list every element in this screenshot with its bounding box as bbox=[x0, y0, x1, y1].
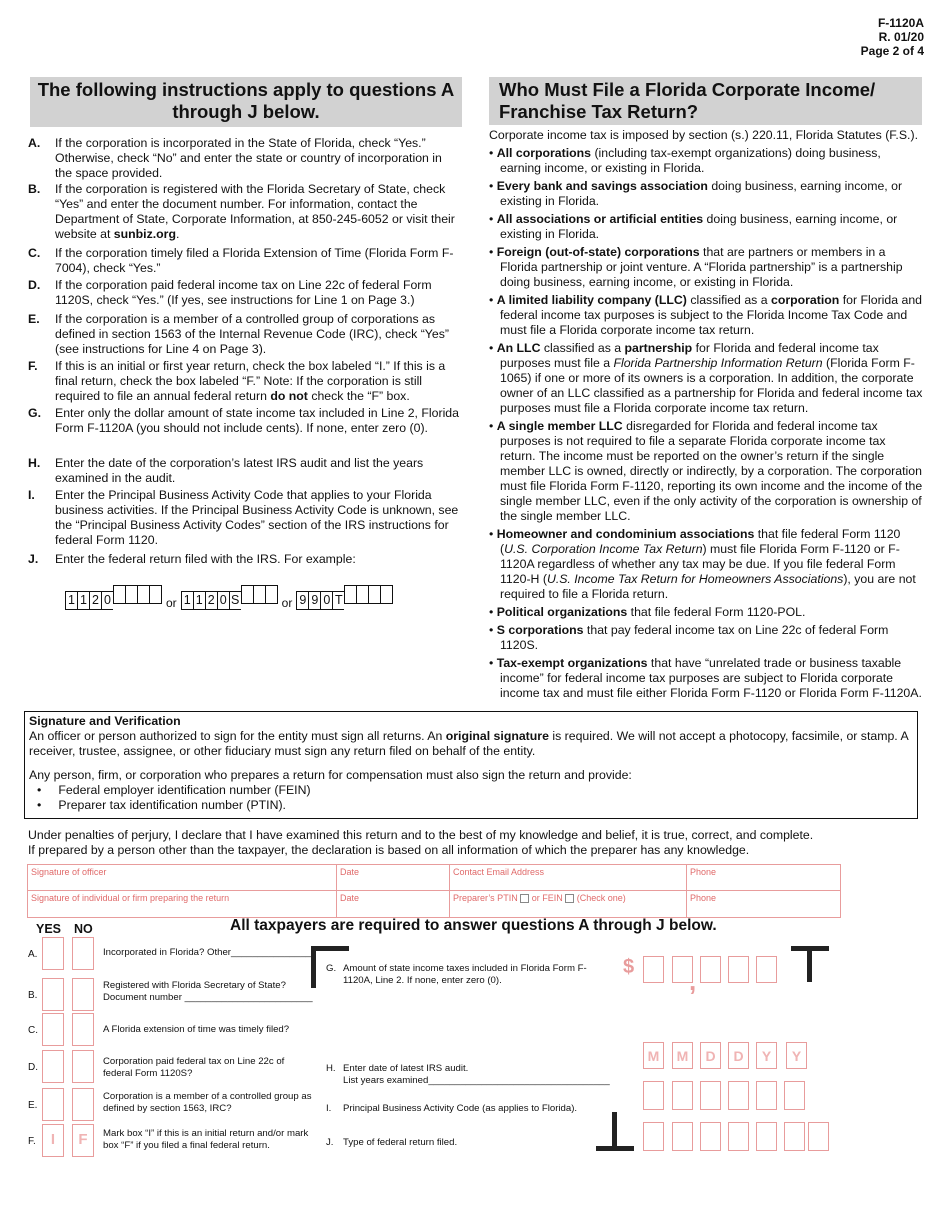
question-letter: D. bbox=[28, 1062, 38, 1073]
signature-title: Signature and Verification bbox=[29, 714, 181, 728]
amount-digit-box[interactable] bbox=[728, 956, 749, 983]
example-char-box: 1 bbox=[65, 591, 77, 610]
who-item-bold: corporation bbox=[770, 293, 840, 307]
sig-p1-c: is required. We will not accept a photocopy, facsimile, or stamp. A receiver, trustee, assignee, or other fiduciary must sign any return filed on behalf of the entity. bbox=[29, 729, 908, 758]
question-text: Mark box “I” if this is an initial return and/or mark box “F” if you filed a final federal return. bbox=[103, 1128, 309, 1151]
instructions-heading-text: The following instructions apply to questions A through J below. bbox=[37, 79, 455, 122]
who-item-bold: A single member LLC bbox=[496, 419, 623, 433]
who-item-ital: Florida Partnership Information Return bbox=[613, 356, 823, 370]
question-i-letter: I. bbox=[326, 1103, 332, 1114]
instruction-text-tail: check the “F” box. bbox=[307, 389, 410, 403]
ptin-label: Preparer’s PTIN bbox=[453, 893, 518, 903]
who-must-file-heading-text: Who Must File a Florida Corporate Income/ Franchise Tax Return? bbox=[499, 79, 876, 122]
example-char-box: 1 bbox=[181, 591, 193, 610]
activity-code-box[interactable] bbox=[728, 1081, 749, 1110]
example-char-box: 2 bbox=[89, 591, 101, 610]
who-intro: Corporate income tax is imposed by section (s.) 220.11, Florida Statutes (F.S.). bbox=[489, 128, 918, 142]
example-char-box: T bbox=[332, 591, 344, 610]
who-item-bold: Political organizations bbox=[496, 605, 628, 619]
who-item-rest: doing business, earning income, or existing in Florida. bbox=[500, 212, 898, 241]
no-checkbox[interactable] bbox=[72, 978, 94, 1011]
example-char-box: 9 bbox=[296, 591, 308, 610]
question-text: A Florida extension of time was timely filed? bbox=[103, 1024, 290, 1035]
page-number: Page 2 of 4 bbox=[860, 44, 924, 58]
no-header: NO bbox=[74, 922, 93, 936]
audit-date-box[interactable]: Y bbox=[786, 1042, 807, 1069]
form-identifier bbox=[861, 16, 924, 58]
instruction-text-main: If the corporation is registered with the Florida Secretary of State, check “Yes” and enter the document number. For information, contact the Department of State, Corporate Information, at 850-245-6052 or visit their website at bbox=[55, 182, 455, 241]
who-item-rest: for Florida and federal income tax purposes is subject to the Florida Income Tax Code and must file a Florida corporate income tax return. bbox=[500, 293, 923, 337]
instruction-letter: H. bbox=[28, 456, 41, 470]
sig-bullet: • Preparer tax identification number (PTIN). bbox=[37, 798, 286, 812]
question-text: Registered with Florida Secretary of State? Document number ________________________ bbox=[103, 980, 313, 1003]
who-must-file-item: • An LLC classified as a partnership for Florida and federal income tax purposes must file a Florida Partnership Information Return (Florida Form F-1065) if one or more of its owners is a corporation. In addition, the corporate owner of an LLC classified as a partnership for Florida and federal income tax purposes must file a Florida corporate income tax return. bbox=[489, 341, 923, 415]
who-item-bold: All associations or artificial entities bbox=[496, 212, 704, 226]
signature-paragraph-2: Any person, firm, or corporation who prepares a return for compensation must also sign the return and provide: bbox=[29, 768, 632, 782]
who-must-file-item: • S corporations that pay federal income tax on Line 22c of federal Form 1120S. bbox=[489, 623, 889, 652]
who-item-ital: U.S. Income Tax Return for Homeowners Associations bbox=[546, 572, 844, 586]
sig-bullet: • Federal employer identification number (FEIN) bbox=[37, 783, 311, 797]
example-char-box bbox=[380, 585, 393, 604]
who-must-file-item: • Political organizations that file federal Form 1120-POL. bbox=[489, 605, 806, 619]
who-item-rest: that are partners or members in a Florida partnership or joint venture. A “Florida partnership” is a partnership doing business, earning income, or existing in Florida. bbox=[500, 245, 903, 289]
who-item-rest: ) must file Florida Form F-1120 or F-1120A regardless of whether any tax may be due. If you file federal Form 1120-H ( bbox=[500, 542, 900, 586]
activity-code-box[interactable] bbox=[672, 1081, 693, 1110]
instruction-letter: C. bbox=[28, 246, 41, 260]
instruction-text-tail: . bbox=[175, 227, 180, 241]
example-char-box bbox=[356, 585, 368, 604]
example-char-box: 1 bbox=[193, 591, 205, 610]
question-letter: A. bbox=[28, 949, 38, 960]
who-must-file-item: • All corporations (including tax-exempt organizations) doing business, earning income, or existing in Florida. bbox=[489, 146, 881, 175]
federal-return-box[interactable] bbox=[643, 1122, 664, 1151]
who-must-file-list bbox=[489, 146, 924, 701]
question-h-line2: List years examined__________________________________ bbox=[343, 1075, 610, 1086]
instruction-letter: B. bbox=[28, 182, 41, 196]
example-char-box: 0 bbox=[101, 591, 113, 610]
who-must-file-item: • Tax-exempt organizations that have “unrelated trade or business taxable income” for federal income tax purposes are subject to Florida corporate income tax and must file either Florida Form F-1120 or Florida Form F-1120A. bbox=[489, 656, 922, 700]
no-checkbox[interactable] bbox=[72, 1050, 94, 1083]
who-item-rest: that file federal Form 1120 ( bbox=[500, 527, 901, 556]
question-letter: F. bbox=[28, 1136, 36, 1147]
example-char-box bbox=[368, 585, 380, 604]
fein-label: or FEIN bbox=[531, 893, 563, 903]
who-must-file-item: • A limited liability company (LLC) classified as a corporation for Florida and federal income tax purposes is subject to the Florida Income Tax Code and must file a Florida corporate income tax return. bbox=[489, 293, 923, 337]
who-must-file-item: • Foreign (out-of-state) corporations that are partners or members in a Florida partnership or joint venture. A “Florida partnership” is a partnership doing business, earning income, or existing in Florida. bbox=[489, 245, 903, 289]
ptin-checkbox[interactable] bbox=[520, 894, 529, 903]
example-char-box: 1 bbox=[77, 591, 89, 610]
officer-date-field[interactable] bbox=[337, 865, 450, 891]
who-item-rest: that file federal Form 1120-POL. bbox=[627, 605, 806, 619]
instruction-text-main: If this is an initial or first year return, check the box labeled “I.” If this is a final return, check the box labeled “F.” Note: If the corporation is still required to file an annual federal return bbox=[55, 359, 446, 403]
instruction-letter: E. bbox=[28, 312, 40, 326]
form-number: F-1120A bbox=[877, 16, 924, 30]
federal-return-box[interactable] bbox=[728, 1122, 749, 1151]
question-h-line1: Enter date of latest IRS audit. bbox=[343, 1063, 469, 1074]
question-g-letter: G. bbox=[326, 963, 337, 974]
instruction-text-main: Enter the federal return filed with the IRS. For example: bbox=[55, 552, 356, 566]
instruction-letter: I. bbox=[28, 488, 35, 502]
who-item-rest: for Florida and federal income tax purposes must file a bbox=[500, 341, 879, 370]
preparer-date-field[interactable] bbox=[337, 891, 450, 917]
amount-digit-box[interactable] bbox=[643, 956, 664, 983]
activity-code-box[interactable] bbox=[643, 1081, 664, 1110]
check-one-label: (Check one) bbox=[576, 893, 626, 903]
no-checkbox[interactable] bbox=[72, 1013, 94, 1046]
phone-label: Phone bbox=[690, 867, 717, 877]
instruction-letter: D. bbox=[28, 278, 41, 292]
question-j-text: Type of federal return filed. bbox=[343, 1137, 458, 1148]
question-text: Corporation paid federal tax on Line 22c of federal Form 1120S? bbox=[103, 1056, 285, 1079]
activity-code-box[interactable] bbox=[700, 1081, 721, 1110]
instruction-text-main: If the corporation is a member of a controlled group of corporations as defined in section 1563 of the Internal Revenue Code (IRC), check “Yes” (see instructions for Line 4 on Page 3). bbox=[55, 312, 449, 356]
example-char-box: 9 bbox=[308, 591, 320, 610]
question-h-letter: H. bbox=[326, 1063, 336, 1074]
instruction-letter: A. bbox=[28, 136, 41, 150]
instruction-text-bold: sunbiz.org bbox=[113, 227, 176, 241]
example-char-box bbox=[344, 585, 356, 604]
phone-label: Phone bbox=[690, 893, 717, 903]
final-return-box[interactable]: F bbox=[72, 1124, 94, 1157]
instruction-text-main: If the corporation is incorporated in the State of Florida, check “Yes.” Otherwise, check “No” and enter the state or country of incorporation in the space provided. bbox=[55, 136, 442, 180]
yes-checkbox[interactable] bbox=[42, 1013, 64, 1046]
who-item-rest: (Florida Form F-1065) if one or more of its owners is a corporation. In addition, the corporate owner of an LLC classified as a partnership for Florida and federal income tax purposes must file a Florida corporate income tax return. bbox=[500, 356, 923, 415]
who-item-rest: ), you are not required to file a Florida return. bbox=[500, 572, 916, 601]
sig-bullet-text: Federal employer identification number (FEIN) bbox=[58, 783, 311, 797]
example-char-box: 0 bbox=[320, 591, 332, 610]
who-item-bold: Foreign (out-of-state) corporations bbox=[496, 245, 700, 259]
preparer-id-field[interactable] bbox=[450, 891, 687, 917]
question-j-letter: J. bbox=[326, 1137, 334, 1148]
who-item-bold: Tax-exempt organizations bbox=[496, 656, 648, 670]
or-label: or bbox=[166, 596, 177, 610]
instruction-text-main: If the corporation timely filed a Florida Extension of Time (Florida Form F-7004), check “Yes.” bbox=[55, 246, 454, 275]
who-item-bold: S corporations bbox=[496, 623, 584, 637]
question-i-text: Principal Business Activity Code (as applies to Florida). bbox=[343, 1103, 578, 1114]
or-label: or bbox=[281, 596, 293, 610]
sig-p1-a: An officer or person authorized to sign for the entity must sign all returns. An bbox=[29, 729, 446, 743]
amount-digit-box[interactable] bbox=[700, 956, 721, 983]
perjury-line-2: If prepared by a person other than the taxpayer, the declaration is based on all information of which the preparer has any knowledge. bbox=[28, 843, 750, 857]
question-text: Incorporated in Florida? Other_______________ bbox=[103, 947, 312, 958]
audit-date-box[interactable]: D bbox=[728, 1042, 749, 1069]
federal-return-box[interactable] bbox=[700, 1122, 721, 1151]
perjury-line-1: Under penalties of perjury, I declare that I have examined this return and to the best of my knowledge and belief, it is true, correct, and complete. bbox=[28, 828, 814, 842]
who-must-file-section bbox=[489, 128, 924, 704]
who-item-bold: Homeowner and condominium associations bbox=[496, 527, 755, 541]
activity-code-box[interactable] bbox=[756, 1081, 777, 1110]
date-label: Date bbox=[340, 893, 360, 903]
amount-digit-box[interactable] bbox=[672, 956, 693, 983]
federal-return-box[interactable] bbox=[672, 1122, 693, 1151]
who-item-bold: An LLC bbox=[496, 341, 541, 355]
yes-checkbox[interactable] bbox=[42, 1088, 64, 1121]
yes-checkbox[interactable] bbox=[42, 1050, 64, 1083]
who-item-bold: A limited liability company (LLC) bbox=[496, 293, 687, 307]
yes-checkbox[interactable] bbox=[42, 978, 64, 1011]
example-char-box: S bbox=[229, 591, 241, 610]
who-must-file-heading bbox=[489, 77, 922, 125]
who-must-file-item: • Every bank and savings association doing business, earning income, or existing in Florida. bbox=[489, 179, 903, 208]
question-h-text bbox=[343, 1063, 611, 1087]
who-item-rest: (including tax-exempt organizations) doing business, earning income, or existing in Florida. bbox=[500, 146, 881, 175]
no-checkbox[interactable] bbox=[72, 1088, 94, 1121]
instruction-text-main: Enter only the dollar amount of state income tax included in Line 2, Florida Form F-1120A (you should not include cents). If none, enter zero (0). bbox=[55, 406, 459, 435]
question-letter: B. bbox=[28, 990, 38, 1001]
who-must-file-item: • A single member LLC disregarded for Florida and federal income tax purposes is not required to file a separate Florida corporate income tax return. The income must be reported on the owner’s return if the single member LLC is owned, directly or indirectly, by a corporation. The corporation must file Florida Form F-1120, reporting its own income and the income of the single member LLC, even if the only activity of the corporation is ownership of the single member LLC. bbox=[489, 419, 923, 523]
yes-header: YES bbox=[36, 922, 62, 936]
instruction-letter: F. bbox=[28, 359, 38, 373]
who-item-rest: disregarded for Florida and federal income tax purposes is not required to file a separate Florida corporate income tax return. The income must be reported on the owner’s return if the single member LLC is owned, directly or indirectly, by a corporation. The corporation must file Florida Form F-1120, reporting its own income and the income of the single member LLC, even if the only activity of the corporation is ownership of the single member LLC. bbox=[500, 419, 923, 523]
who-item-rest: doing business, earning income, or existing in Florida. bbox=[500, 179, 903, 208]
preparer-signature-label: Signature of individual or firm preparing the return bbox=[31, 893, 230, 903]
question-g-text: Amount of state income taxes included in Florida Form F-1120A, Line 2. If none, enter zero (0). bbox=[343, 963, 587, 986]
officer-signature-label: Signature of officer bbox=[31, 867, 107, 877]
audit-date-box[interactable]: D bbox=[700, 1042, 721, 1069]
email-label: Contact Email Address bbox=[453, 867, 545, 877]
dollar-sign: $ bbox=[623, 956, 635, 978]
contact-email-field[interactable] bbox=[450, 865, 687, 891]
who-item-rest: that pay federal income tax on Line 22c of federal Form 1120S. bbox=[500, 623, 889, 652]
who-item-bold: partnership bbox=[624, 341, 693, 355]
no-checkbox[interactable] bbox=[72, 937, 94, 970]
example-char-box: 2 bbox=[205, 591, 217, 610]
all-taxpayers-heading: All taxpayers are required to answer questions A through J below. bbox=[230, 917, 717, 934]
sig-bullet-text: Preparer tax identification number (PTIN). bbox=[58, 798, 286, 812]
who-item-rest: that have “unrelated trade or business taxable income” for federal income tax purposes are subject to Florida corporate income tax and must file either Florida Form F-1120 or Florida Form F-1120A. bbox=[500, 656, 922, 700]
preparer-phone-field[interactable] bbox=[687, 891, 839, 917]
audit-date-box[interactable]: M bbox=[672, 1042, 693, 1069]
amount-digit-box[interactable] bbox=[756, 956, 777, 983]
yes-checkbox[interactable] bbox=[42, 937, 64, 970]
instruction-text-main: Enter the Principal Business Activity Code that applies to your Florida business activities. If the Principal Business Activity Code is unknown, see the “Principal Business Activity Codes” section of the IRS instructions for federal Form 1120. bbox=[55, 488, 459, 547]
example-char-box: 0 bbox=[217, 591, 229, 610]
who-item-rest: classified as a bbox=[540, 341, 625, 355]
who-item-ital: U.S. Corporation Income Tax Return bbox=[504, 542, 703, 556]
question-letter: C. bbox=[28, 1025, 38, 1036]
question-letter: E. bbox=[28, 1100, 38, 1111]
federal-return-box[interactable] bbox=[808, 1122, 829, 1151]
activity-code-box[interactable] bbox=[784, 1081, 805, 1110]
audit-date-box[interactable]: M bbox=[643, 1042, 664, 1069]
question-text: Corporation is a member of a controlled group as defined by section 1563, IRC? bbox=[103, 1091, 312, 1114]
officer-phone-field[interactable] bbox=[687, 865, 839, 891]
who-item-rest: classified as a bbox=[686, 293, 771, 307]
who-must-file-item: • Homeowner and condominium associations that file federal Form 1120 (U.S. Corporation Income Tax Return) must file Florida Form F-1120 or F-1120A regardless of whether any tax may be due. If you file federal Form 1120-H (U.S. Income Tax Return for Homeowners Associations), you are not required to file a Florida return. bbox=[489, 527, 916, 601]
instruction-text-main: If the corporation paid federal income tax on Line 22c of federal Form 1120S, check “Yes.” (If yes, see instructions for Line 1 on Page 3.) bbox=[55, 278, 432, 307]
federal-return-box[interactable] bbox=[784, 1122, 805, 1151]
instruction-text-bold: do not bbox=[270, 389, 308, 403]
form-revision: R. 01/20 bbox=[878, 30, 924, 44]
fein-checkbox[interactable] bbox=[565, 894, 574, 903]
date-label: Date bbox=[340, 867, 360, 877]
instruction-text-main: Enter the date of the corporation’s latest IRS audit and list the years examined in the audit. bbox=[55, 456, 424, 485]
sig-p1-b: original signature bbox=[445, 729, 549, 743]
who-item-bold: All corporations bbox=[496, 146, 592, 160]
who-item-bold: Every bank and savings association bbox=[496, 179, 708, 193]
who-must-file-item: • All associations or artificial entities doing business, earning income, or existing in Florida. bbox=[489, 212, 898, 241]
audit-date-box[interactable]: Y bbox=[756, 1042, 777, 1069]
yes-no-questions bbox=[0, 0, 330, 1230]
thousands-comma: , bbox=[689, 966, 697, 996]
instruction-letter: J. bbox=[28, 552, 39, 566]
federal-return-box[interactable] bbox=[756, 1122, 777, 1151]
initial-return-box[interactable]: I bbox=[42, 1124, 64, 1157]
instruction-letter: G. bbox=[28, 406, 41, 420]
